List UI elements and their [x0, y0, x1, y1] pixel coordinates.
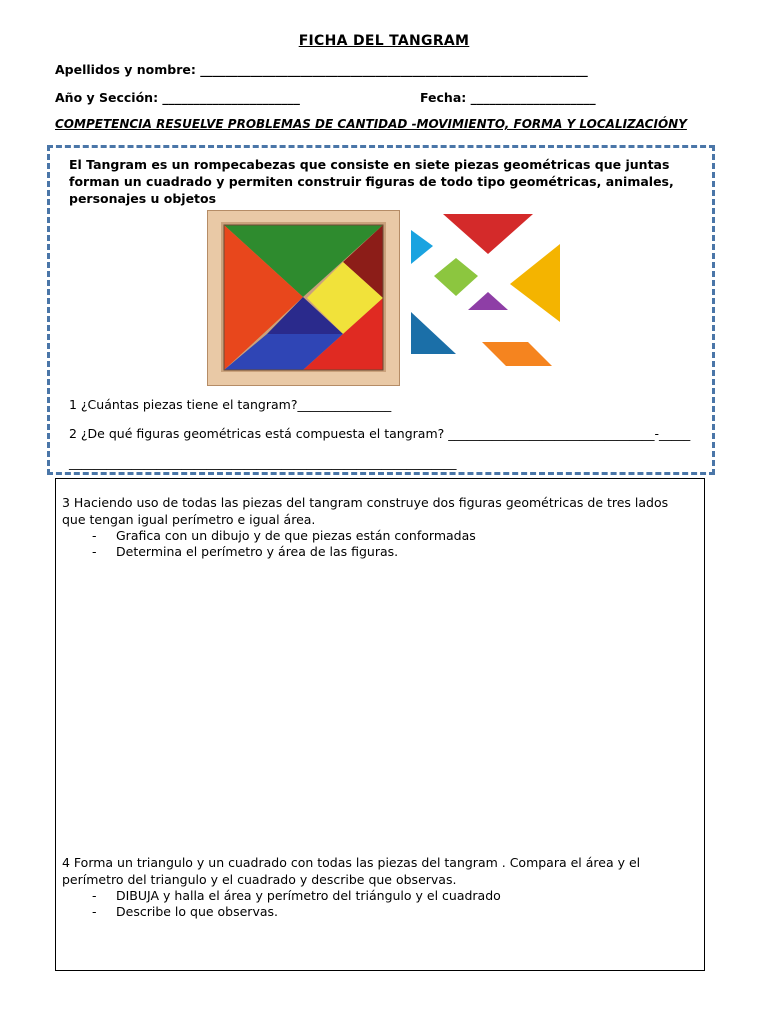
piece-purple-triangle	[468, 292, 508, 310]
question-1: 1 ¿Cuántas piezas tiene el tangram?_______________	[69, 397, 392, 412]
piece-red-triangle	[443, 214, 533, 254]
question-2: 2 ¿De qué figuras geométricas está compuesta el tangram? _________________________________-_____	[69, 426, 691, 441]
year-section-label: Año y Sección: ______________________	[55, 90, 300, 105]
intro-text: El Tangram es un rompecabezas que consiste en siete piezas geométricas que juntas forman un cuadrado y permiten construir figuras de todo tipo geométricas, animales, personajes u objetos	[69, 157, 674, 206]
piece-gold-triangle	[510, 244, 560, 322]
section-3	[62, 494, 692, 560]
tangram-square-image	[207, 210, 400, 386]
section-3-bullet: - Determina el perímetro y área de las figuras.	[92, 544, 399, 559]
section-4-text: 4 Forma un triangulo y un cuadrado con todas las piezas del tangram . Compara el área y el perímetro del triangulo y el cuadrado y describe que observas.	[62, 855, 641, 887]
question-2-answer-line: ______________________________________________________________	[69, 455, 457, 470]
section-4	[62, 854, 692, 920]
section-3-text: 3 Haciendo uso de todas las piezas del tangram construye dos figuras geométricas de tres lados que tengan igual perímetro e igual área.	[62, 495, 669, 527]
piece-orange-parallelogram	[482, 342, 552, 366]
competencia-heading: COMPETENCIA RESUELVE PROBLEMAS DE CANTIDAD -MOVIMIENTO, FORMA Y LOCALIZACIÓNY	[55, 117, 687, 131]
section-4-bullet: - Describe lo que observas.	[92, 904, 278, 919]
piece-teal-triangle	[411, 312, 456, 354]
date-field-label: Fecha: ____________________	[420, 90, 596, 105]
piece-cyan-triangle	[411, 230, 433, 264]
tangram-pieces-image	[408, 212, 564, 370]
section-4-bullet: - DIBUJA y halla el área y perímetro del triángulo y el cuadrado	[92, 888, 501, 903]
name-field-label: Apellidos y nombre: ______________________________________________________________	[55, 62, 588, 77]
section-3-bullet: - Grafica con un dibujo y de que piezas están conformadas	[92, 528, 476, 543]
piece-green-square	[434, 258, 478, 296]
page-title: FICHA DEL TANGRAM	[298, 33, 470, 49]
